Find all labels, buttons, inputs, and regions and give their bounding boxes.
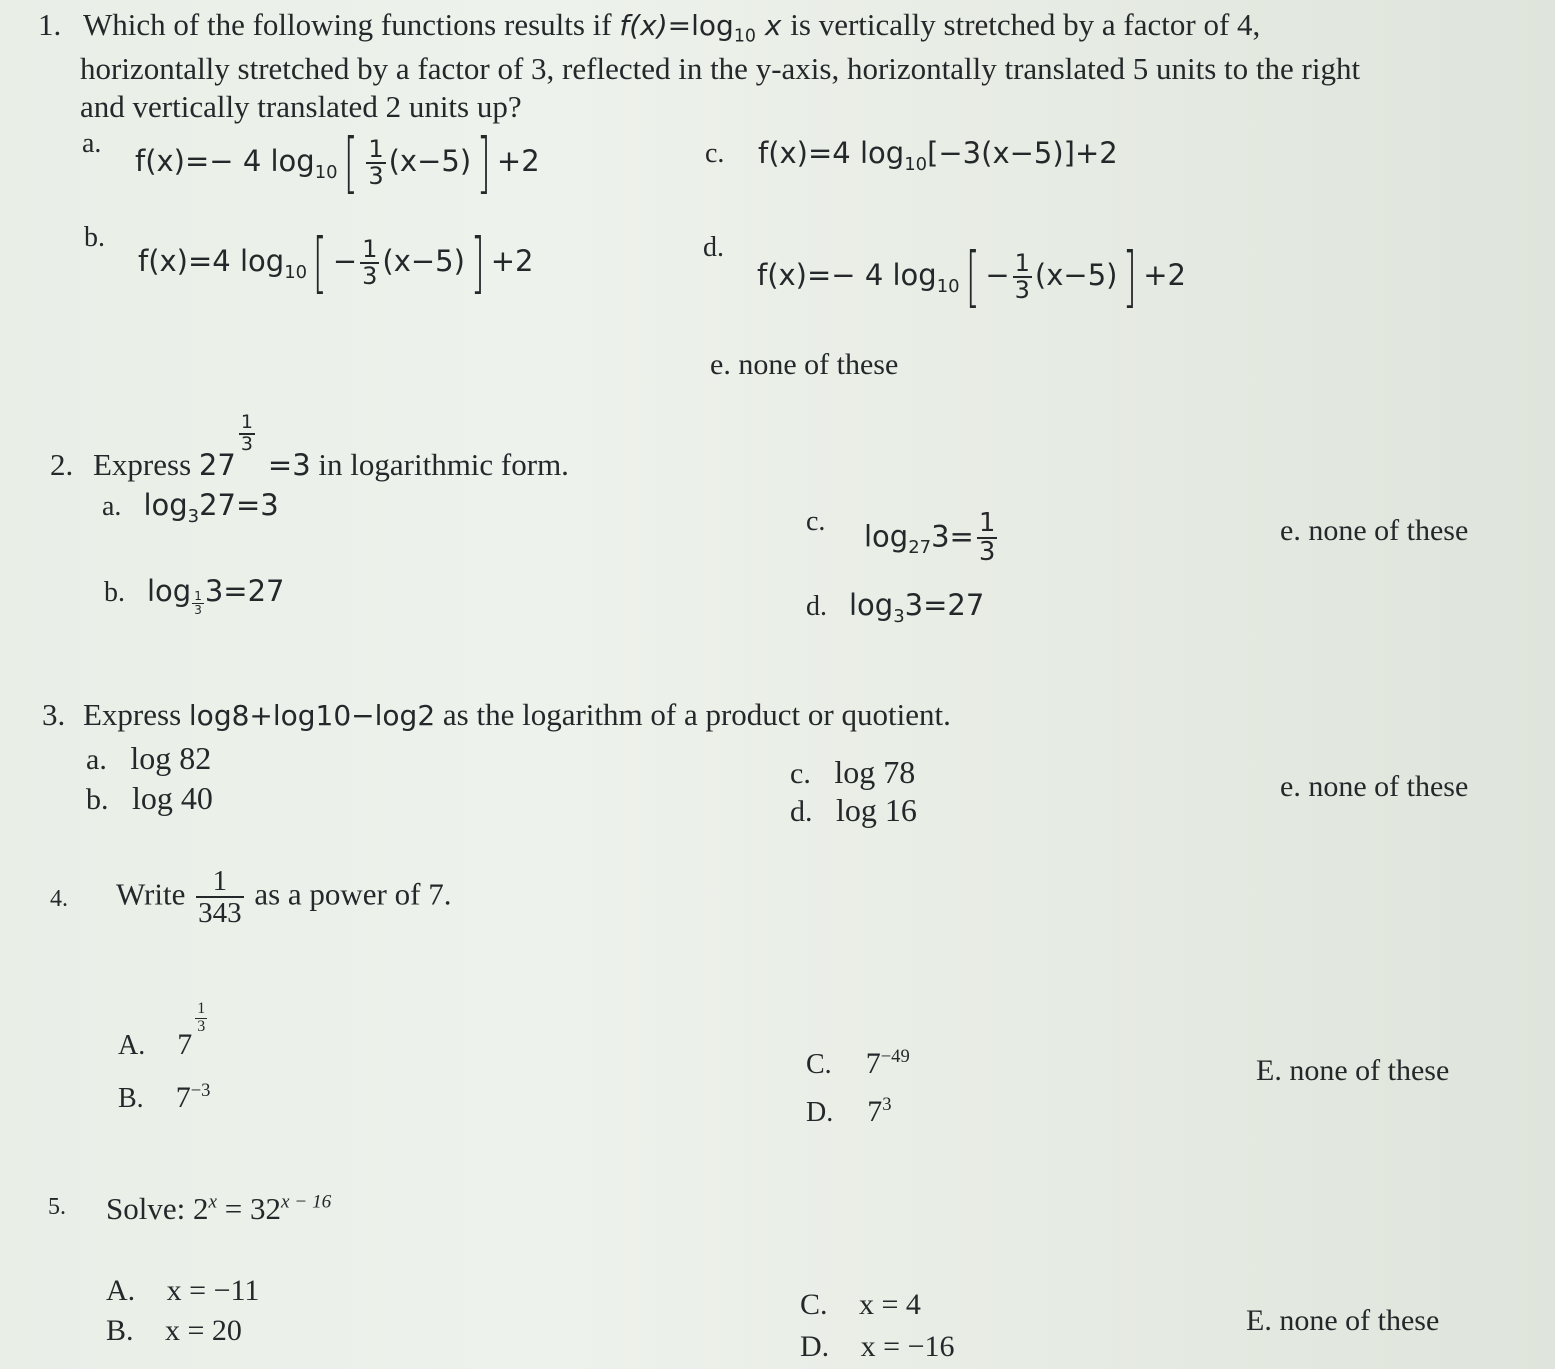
q1-c-rest: [−3(x−5)]+2 [927,136,1118,170]
question-1-number: 1. [38,7,62,42]
q2-d-base: 3 [893,605,905,627]
q1-option-e[interactable] [710,348,898,382]
q3-option-e[interactable] [1280,770,1468,804]
question-2-exp-den: 3 [240,432,253,455]
q5-option-b-text: x = 20 [165,1314,242,1347]
q4-c-exp: −49 [880,1046,910,1067]
q1-b-frac-den: 3 [362,262,378,290]
question-4-text-a: Write [116,876,186,912]
q4-option-a[interactable] [118,998,210,1061]
q1-option-d-formula[interactable]: f(x)=− 4 $\log_{10}$[ − $\frac{1}{3}$ (x−5)] +2 [757,238,1186,315]
q1-c-lhs: f(x)=4 log [758,136,905,170]
q2-c-frac-den: 3 [978,537,996,568]
q2-option-d-label: d. [806,591,827,622]
q5-option-b-label: B. [106,1314,134,1347]
given-equals-log: =log [667,9,734,42]
q1-d-sign: − [985,258,1010,292]
question-2-base: 27 [198,448,236,482]
question-4-frac-den: 343 [198,897,242,930]
q5-option-e-text: none of these [1279,1304,1440,1337]
q4-c-base: 7 [865,1047,881,1080]
q4-d-exp: 3 [882,1094,892,1115]
q4-d-base: 7 [867,1095,883,1128]
q4-option-d-label: D. [806,1097,834,1128]
question-2-text-a: Express [93,447,192,482]
q2-b-log: log [147,574,192,608]
q5-option-d[interactable] [800,1330,955,1364]
q1-option-c-formula[interactable] [758,136,1118,175]
question-2-text-b: in logarithmic form. [318,447,569,482]
q5-option-d-text: x = −16 [860,1330,955,1363]
question-5-mid: = 32 [217,1191,281,1226]
q3-option-b-text: log 40 [132,780,213,816]
given-function: f(x) [619,9,668,42]
q5-option-c-text: x = 4 [859,1288,921,1321]
q2-option-d[interactable] [806,588,984,627]
q3-option-a[interactable] [86,740,211,777]
question-3-expression: log8+log10−log2 [188,699,436,732]
q1-a-frac-den: 3 [368,162,384,190]
q1-d-inner: (x−5) [1034,258,1118,292]
q2-d-log: log [849,588,894,622]
q2-a-log: log [143,488,188,522]
q3-option-d-text: log 16 [836,792,917,828]
q2-b-base-num: 1 [194,588,202,603]
q1-option-d-label[interactable]: d. [703,232,724,263]
given-variable: x [764,9,782,42]
q4-option-c[interactable] [806,1046,910,1081]
question-3-number: 3. [42,697,66,732]
q1-a-inner: (x−5) [388,144,472,178]
q3-option-c-label: c. [790,757,811,790]
q3-option-e-label: e. [1280,770,1301,803]
q2-option-c-label[interactable]: c. [806,506,826,537]
q3-option-c-text: log 78 [834,754,916,790]
q1-option-a-label[interactable]: a. [82,128,102,159]
q1-option-e-text: none of these [738,348,899,381]
q1-d-tail: +2 [1143,258,1186,292]
question-4-text-b: as a power of 7. [254,876,452,912]
q3-option-b[interactable] [86,780,213,817]
q3-option-d[interactable] [790,792,917,829]
q1-option-e-label: e. [710,348,731,381]
q1-c-base: 10 [904,153,928,175]
question-4-prompt [116,866,451,929]
q4-a-exp-den: 3 [197,1017,206,1035]
q1-option-b-formula[interactable]: f(x)=4 $\log_{10}$[ − $\frac{1}{3}$ (x−5)] +2 [138,224,534,301]
given-log-base: 10 [733,26,756,47]
q4-a-exp-num: 1 [197,1000,206,1018]
q4-option-a-label: A. [118,1030,146,1061]
q2-option-b-label: b. [104,577,125,608]
q3-option-a-label: a. [86,743,107,776]
question-5-number: 5. [48,1194,66,1220]
q3-option-a-text: log 82 [130,740,212,776]
q1-b-lhs: f(x)=4 log [138,244,285,278]
question-1-line-3: and vertically translated 2 units up? [80,89,522,124]
q2-c-log: log [864,519,909,554]
q5-option-b[interactable] [106,1314,242,1348]
q4-b-exp: −3 [190,1080,211,1101]
q4-option-b-label: B. [118,1083,144,1114]
q2-c-rest: 3= [931,519,974,554]
question-4-number: 4. [50,886,68,912]
q2-c-frac-num: 1 [978,508,996,538]
q2-option-c-formula[interactable] [864,510,1000,567]
q1-d-frac-den: 3 [1014,276,1030,304]
q1-a-frac-num: 1 [368,134,384,163]
question-2-eq: =3 [267,448,311,482]
q5-option-c[interactable] [800,1288,921,1322]
question-4-frac-num: 1 [212,865,228,897]
q5-option-e[interactable] [1246,1304,1439,1338]
q4-option-e[interactable] [1256,1054,1449,1088]
q2-a-base: 3 [187,505,200,527]
q1-b-tail: +2 [490,244,534,278]
q1-d-lhs: f(x)=− 4 log [757,258,937,292]
q2-b-rest: 3=27 [204,574,285,608]
q1-a-tail: +2 [496,144,540,178]
q4-option-e-text: none of these [1289,1054,1450,1087]
question-1-text-a: Which of the following functions results if [83,7,612,42]
q5-option-a-text: x = −11 [166,1274,260,1307]
q4-option-c-label: C. [806,1049,832,1080]
q2-option-e-label: e. [1280,514,1301,547]
q2-a-rest: 27=3 [199,488,279,522]
question-1-text-b: is vertically stretched by a factor of 4, [790,7,1261,42]
q2-option-a[interactable] [102,488,279,527]
q3-option-c[interactable] [790,754,915,791]
q1-b-sign: − [332,244,358,278]
q5-option-e-label: E. [1246,1304,1272,1337]
q1-option-c-label[interactable]: c. [705,138,725,169]
question-1-line-1 [38,6,1260,48]
question-2-exp-num: 1 [240,410,253,433]
q1-d-base: 10 [936,275,960,297]
q2-option-b[interactable] [104,574,285,617]
q3-option-b-label: b. [86,783,109,816]
q1-b-inner: (x−5) [382,244,465,278]
question-5-exp-2: x − 16 [281,1191,332,1213]
q1-d-frac-num: 1 [1014,248,1030,277]
q2-option-e-text: none of these [1308,514,1469,547]
q1-option-a-formula[interactable]: f(x)=− 4 $\log_{10}$[ $\frac{1}{3}$ (x−5)] +2 [135,124,540,201]
q2-d-rest: 3=27 [904,588,985,622]
q2-option-e[interactable] [1280,514,1468,548]
q4-option-e-label: E. [1256,1054,1282,1087]
q5-option-d-label: D. [800,1330,830,1363]
question-2-prompt [50,410,569,489]
q5-option-a[interactable] [106,1274,259,1308]
q2-c-base: 27 [908,537,932,559]
q2-b-base-den: 3 [194,602,202,617]
question-3-text-a: Express [83,697,182,732]
q1-a-lhs: f(x)=− 4 log [135,144,315,178]
q5-option-c-label: C. [800,1288,828,1321]
question-5-prompt [106,1190,331,1228]
q4-option-d[interactable] [806,1094,892,1129]
q4-b-base: 7 [175,1081,191,1114]
q1-b-frac-num: 1 [362,234,378,263]
question-5-exp-1: x [208,1191,218,1213]
q1-a-base: 10 [314,161,338,183]
q4-option-b[interactable] [118,1080,210,1115]
q5-option-a-label: A. [106,1274,136,1307]
question-3-prompt [42,696,951,734]
q3-option-d-label: d. [790,795,813,828]
question-1-line-2: horizontally stretched by a factor of 3, reflected in the y-axis, horizontally translated 5 units to the right [80,51,1361,86]
q2-option-a-label: a. [102,491,122,522]
question-3-text-b: as the logarithm of a product or quotient. [442,697,951,732]
question-2-number: 2. [50,447,74,482]
question-5-text-a: Solve: 2 [106,1191,209,1226]
q1-b-base: 10 [284,261,308,283]
q4-a-base: 7 [177,1028,193,1061]
q3-option-e-text: none of these [1308,770,1469,803]
q1-option-b-label[interactable]: b. [84,222,105,253]
